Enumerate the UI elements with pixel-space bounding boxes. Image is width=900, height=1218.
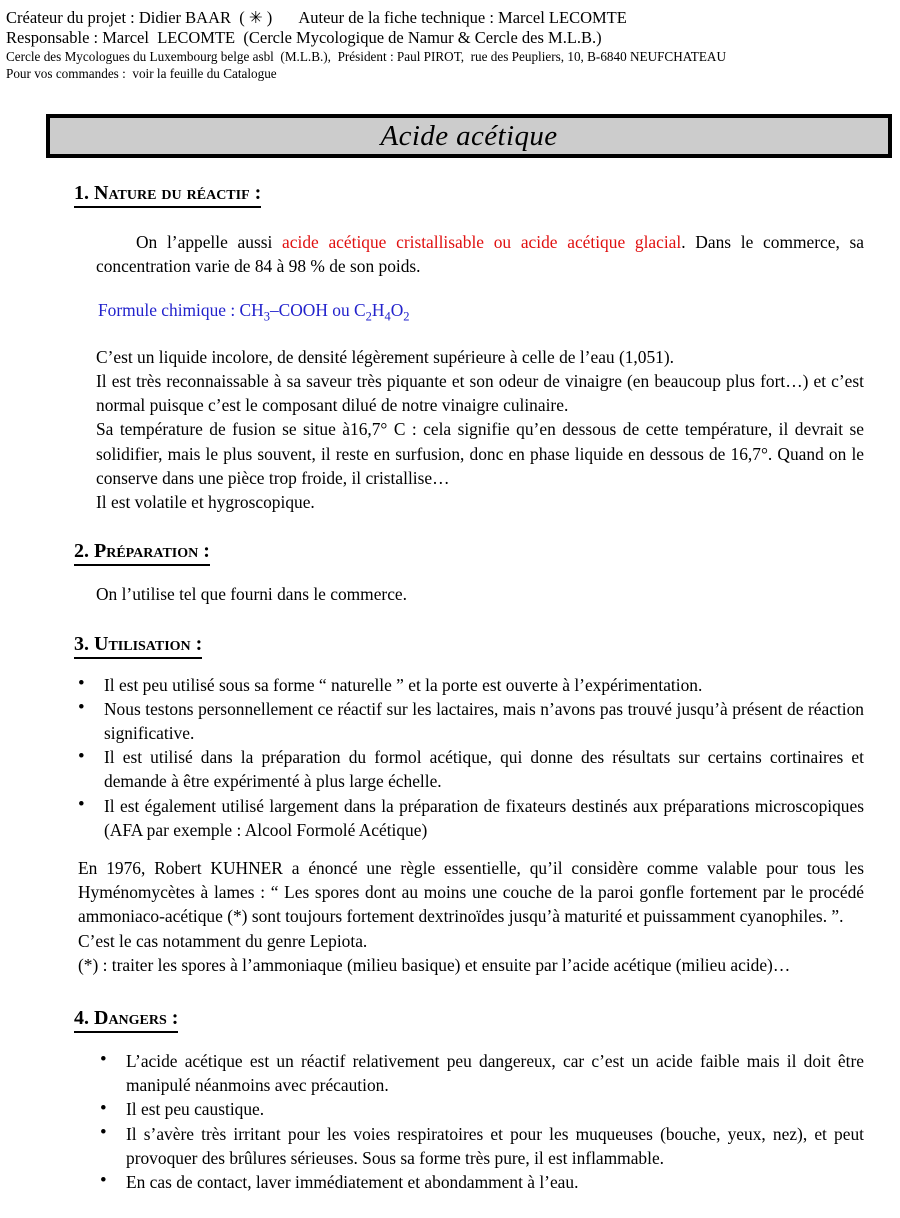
section-heading-dangers-wrap xyxy=(0,1007,900,1033)
masthead-line-4: Pour vos commandes : voir la feuille du Catalogue xyxy=(6,66,277,81)
masthead-line-1 xyxy=(6,8,886,28)
datasheet-author: Auteur de la fiche technique : Marcel LECOMTE xyxy=(298,8,627,27)
kuhner-paragraph: En 1976, Robert KUHNER a énoncé une règle essentielle, qu’il considère comme valable pour tous les Hyménomycètes à lames : “ Les spores dont au moins une couche de la paroi gonfle fortement par le procédé ammoniaco-acétique (*) sont toujours fortement dextrinoïdes jusqu’à maturité et puissamment cyanophiles. ”. xyxy=(78,857,864,927)
section-number-3: 3. xyxy=(74,632,89,655)
section-heading-preparation xyxy=(74,540,210,566)
formula-sub-2: 2 xyxy=(365,309,372,324)
nature-paragraph-3: Il est très reconnaissable à sa saveur très piquante et son odeur de vinaigre (en beaucoup plus fort…) et c’est normal puisque c’est le composant dilué de notre vinaigre culinaire. xyxy=(96,371,864,416)
formula-sub-3: 4 xyxy=(384,309,391,324)
nature-paragraph-4: Sa température de fusion se situe à16,7° C : cela signifie qu’en dessous de cette température, il devrait se solidifier, mais le plus souvent, il reste en surfusion, donc en phase liquide en dessous de 16,7°. Quand on le conserve dans une pièce trop froide, il cristallise… xyxy=(96,419,864,488)
formula-label: Formule chimique : CH xyxy=(98,300,264,321)
footnote-paragraph: (*) : traiter les spores à l’ammoniaque (milieu basique) et ensuite par l’acide acétique (milieu acide)… xyxy=(78,954,791,975)
nature-intro-after: . Dans le commerce, sa concentration varie de 84 à 98 % de son poids. xyxy=(96,232,865,277)
formula-o: O xyxy=(390,300,404,321)
formula-mid: –COOH ou C xyxy=(269,300,366,321)
section-number-4: 4. xyxy=(74,1006,89,1029)
preparation-paragraph: On l’utilise tel que fourni dans le commerce. xyxy=(96,584,408,605)
dangers-bullet-list xyxy=(100,1049,900,1194)
nature-paragraph-2: C’est un liquide incolore, de densité légèrement supérieure à celle de l’eau (1,051). xyxy=(96,346,675,367)
nature-intro-highlight: acide acétique cristallisable ou acide acétique glacial xyxy=(282,232,682,252)
utilisation-bullet-list xyxy=(78,673,900,842)
formula-h: H xyxy=(371,300,385,321)
list-item: • Il est utilisé dans la préparation du formol acétique, qui donne des résultats sur certains cortinaires et demande à être expérimenté à plus large échelle. xyxy=(78,745,900,793)
nature-intro-paragraph xyxy=(0,230,900,278)
section-heading-utilisation xyxy=(74,633,202,659)
lepiota-paragraph: C’est le cas notamment du genre Lepiota. xyxy=(78,930,368,951)
section-title-2: Préparation : xyxy=(94,540,210,563)
project-creator: Créateur du projet : Didier BAAR ( ✳ ) xyxy=(6,8,273,27)
section-heading-preparation-wrap xyxy=(0,540,900,566)
page-title: Acide acétique xyxy=(380,119,558,152)
section-heading-utilisation-wrap xyxy=(0,633,900,659)
section-number-1: 1. xyxy=(74,182,89,204)
formula-sub-1: 3 xyxy=(263,309,270,324)
title-banner xyxy=(46,114,892,158)
masthead-line-3: Cercle des Mycologues du Luxembourg belge asbl (M.L.B.), Président : Paul PIROT, rue des Peupliers, 10, B-6840 NEUFCHATEAU xyxy=(6,49,726,64)
list-item: • Il est également utilisé largement dans la préparation de fixateurs destinés aux préparations microscopiques (AFA par exemple : Alcool Formolé Acétique) xyxy=(78,794,900,842)
section-heading-nature-wrap xyxy=(0,182,900,208)
masthead-line-2: Responsable : Marcel LECOMTE (Cercle Mycologique de Namur & Cercle des M.L.B.) xyxy=(6,28,602,47)
document-content xyxy=(0,182,900,1194)
list-item: • Il s’avère très irritant pour les voies respiratoires et pour les muqueuses (bouche, yeux, nez), et peut provoquer des brûlures sérieuses. Sous sa forme très pure, il est inflammable. xyxy=(100,1122,900,1170)
nature-paragraph-5: Il est volatile et hygroscopique. xyxy=(96,492,315,513)
section-heading-dangers xyxy=(74,1007,178,1033)
list-item: • Nous testons personnellement ce réactif sur les lactaires, mais n’avons pas trouvé jusqu’à présent de réaction significative. xyxy=(78,697,900,745)
section-number-2: 2. xyxy=(74,540,89,563)
list-item: • L’acide acétique est un réactif relativement peu dangereux, car c’est un acide faible mais il doit être manipulé néanmoins avec précaution. xyxy=(100,1049,900,1097)
section-title-1: Nature du réactif : xyxy=(94,182,262,204)
section-title-4: Dangers : xyxy=(94,1006,179,1029)
section-title-3: Utilisation : xyxy=(94,632,203,655)
list-item: • En cas de contact, laver immédiatement et abondamment à l’eau. xyxy=(100,1170,900,1194)
section-heading-nature xyxy=(74,182,261,208)
nature-intro-before: On l’appelle aussi xyxy=(136,232,283,252)
list-item: • Il est peu utilisé sous sa forme “ naturelle ” et la porte est ouverte à l’expérimentation. xyxy=(78,673,900,697)
chemical-formula xyxy=(0,298,900,328)
list-item: • Il est peu caustique. xyxy=(100,1097,900,1121)
formula-sub-4: 2 xyxy=(403,309,410,324)
masthead xyxy=(6,8,886,82)
